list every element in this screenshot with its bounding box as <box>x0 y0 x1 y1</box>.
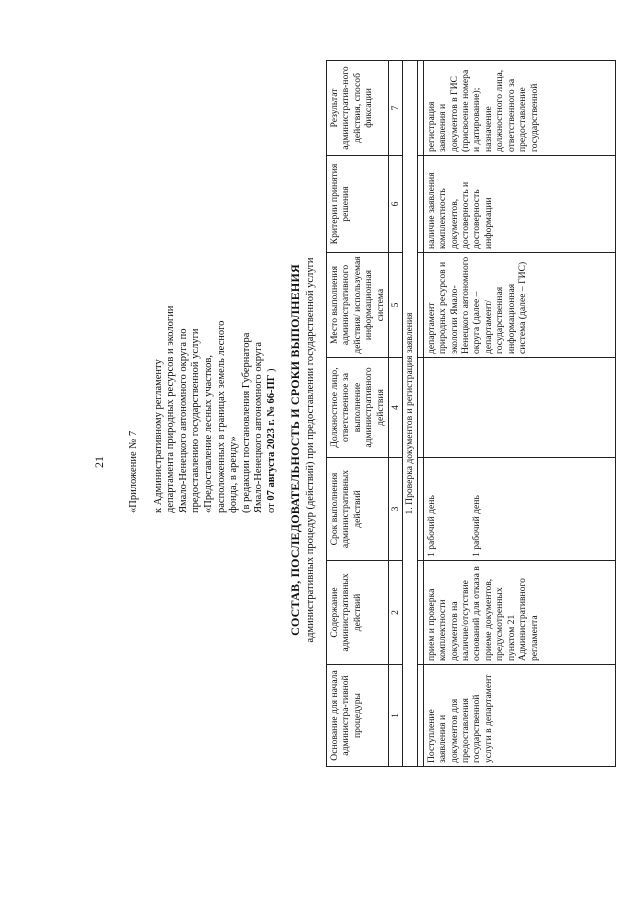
cell-criteria: наличие заявления комплектность документов, достоверность и достоверность информации <box>423 156 615 253</box>
section-title: 1. Проверка документов и регистрация заявления <box>403 61 417 767</box>
appendix-line: фонда, в аренду» <box>228 436 240 513</box>
appendix-line: предоставлению государственной услуги <box>190 328 202 513</box>
header-basis: Основание для начала администра-тивной процедуры <box>327 665 389 767</box>
header-result: Результат административ-ного действия, способ фиксации <box>327 61 389 156</box>
appendix-title: «Приложение № 7 <box>128 430 139 513</box>
table-header-row <box>327 61 389 767</box>
column-number: 5 <box>389 253 403 358</box>
procedures-table <box>326 60 616 767</box>
term-line: 1 рабочий день <box>425 495 437 557</box>
column-number: 1 <box>389 665 403 767</box>
cell-basis: Поступление заявления и документов для предоставления государственной услуги в департамент <box>423 665 615 767</box>
term-line: 1 рабочий день <box>471 495 483 557</box>
appendix-block <box>128 133 279 513</box>
header-place: Место выполнения административного действия/ используемая информационная система <box>327 253 389 358</box>
section-row <box>403 61 417 767</box>
cell-term <box>423 458 615 561</box>
appendix-line: департамента природных ресурсов и экологии <box>165 305 177 513</box>
column-number: 6 <box>389 156 403 253</box>
appendix-line: (в редакции постановления Губернатора <box>240 332 252 513</box>
appendix-line: «Предоставление лесных участков, <box>202 355 214 513</box>
column-number-row <box>389 61 403 767</box>
appendix-line: Ямало-Ненецкого автономного округа <box>253 341 265 513</box>
header-official: Должностное лицо, ответственное за выполнение административного действия <box>327 358 389 458</box>
resolution-date: 07 августа 2023 г. № 66-ПГ <box>265 374 277 501</box>
document-title: СОСТАВ, ПОСЛЕДОВАТЕЛЬНОСТЬ И СРОКИ ВЫПОЛНЕНИЯ <box>288 264 302 636</box>
cell-official <box>423 358 615 458</box>
column-number: 3 <box>389 458 403 561</box>
table-row <box>423 61 615 767</box>
cell-result: регистрация заявления и документов в ГИС (присвоение номера и датирование); назначение должностного лица, ответственного за предоставление государственной <box>423 61 615 156</box>
date-prefix: от <box>265 503 277 513</box>
date-suffix: ) <box>265 368 277 372</box>
appendix-line: Ямало-Ненецкого автономного округа по <box>177 328 189 513</box>
header-criteria: Критерии принятия решения <box>327 156 389 253</box>
document-subtitle: административных процедур (действий) при предоставлении государственной услуги <box>305 257 316 643</box>
appendix-date-line <box>266 133 279 513</box>
column-number: 2 <box>389 561 403 665</box>
cell-content: прием и проверка комплектности документов на наличие/отсутствие оснований для отказа в приеме документов, предусмотренных пунктом 21 Административного регламента <box>423 561 615 665</box>
header-term: Срок выполнения административных действий <box>327 458 389 561</box>
appendix-line: расположенных в границах земель лесного <box>215 320 227 513</box>
header-content: Содержание административных действий <box>327 561 389 665</box>
cell-place: департамент природных ресурсов и экологии Ямало-Ненецкого автономного округа (далее – департамент/ государственная информационная система (далее – ГИС) <box>423 253 615 358</box>
page-number: 21 <box>92 456 106 468</box>
appendix-line: к Административному регламенту <box>152 359 164 513</box>
column-number: 4 <box>389 358 403 458</box>
column-number: 7 <box>389 61 403 156</box>
